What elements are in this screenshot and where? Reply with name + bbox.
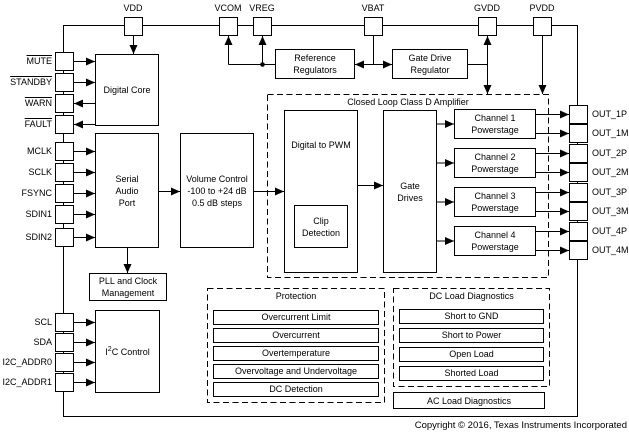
block-volume-control: [180, 133, 254, 248]
pin-label-vdd: VDD: [123, 3, 143, 13]
pin-pvdd: [533, 17, 552, 36]
block-label-line: Gate: [400, 180, 420, 191]
block-i2c-control: [95, 310, 160, 393]
pin-label-out-1m: OUT_1M: [592, 128, 629, 138]
protection-item-dc-detection: DC Detection: [213, 382, 379, 397]
closed-loop-title: Closed Loop Class D Amplifier: [347, 97, 469, 107]
pin-label-scl: SCL: [34, 317, 52, 327]
pin-label-i2c-addr1: I2C_ADDR1: [2, 377, 52, 387]
pin-out-1p: [569, 105, 588, 124]
pin-label-fault: FAULT: [24, 119, 52, 129]
pin-vdd: [124, 17, 143, 36]
block-channel-3-powerstage: [454, 187, 536, 217]
pin-sclk: [55, 163, 74, 182]
pin-fault: [55, 115, 74, 134]
pin-label-i2c-addr0: I2C_ADDR0: [2, 357, 52, 367]
block-gate-drive-regulator: [392, 49, 468, 79]
block-label: Digital to PWM: [291, 140, 351, 150]
protection-title: Protection: [275, 291, 317, 301]
pin-vreg: [253, 17, 272, 36]
pin-label-out-3p: OUT_3P: [592, 187, 628, 197]
pin-gvdd: [478, 17, 497, 36]
block-label-line: Powerstage: [471, 242, 519, 252]
pin-label-standby: STANDBY: [10, 77, 52, 87]
pin-label-sdin2: SDIN2: [25, 232, 52, 242]
block-label-line: Port: [118, 197, 136, 208]
block-label-line: Powerstage: [471, 164, 519, 174]
pin-label-out-4m: OUT_4M: [592, 245, 629, 255]
pin-out-3m: [569, 202, 588, 221]
block-label-line: Powerstage: [471, 125, 519, 135]
pin-label-out-3m: OUT_3M: [592, 206, 629, 216]
pin-label-pvdd: PVDD: [529, 3, 555, 13]
pin-label-mclk: MCLK: [26, 146, 52, 156]
block-reference-regulators: [275, 49, 355, 79]
block-channel-1-powerstage: [454, 109, 536, 139]
pin-out-1m: [569, 124, 588, 143]
pin-vcom: [219, 17, 238, 36]
block-label-line: Channel 4: [474, 230, 516, 240]
block-label: $I^2C$ Control: [105, 345, 150, 357]
block-ac-load-diagnostics: AC Load Diagnostics: [393, 392, 545, 409]
block-label-line: Channel 3: [474, 191, 516, 201]
block-digital-core: [95, 54, 159, 126]
junction-dot: [260, 62, 265, 67]
copyright-notice: Copyright © 2016, Texas Instruments Incorporated: [414, 420, 627, 431]
pin-sda: [55, 333, 74, 352]
pin-i2c-addr0: [55, 353, 74, 372]
pin-scl: [55, 313, 74, 332]
block-channel-4-powerstage: [454, 226, 536, 256]
protection-item-over-under-voltage: Overvoltage and Undervoltage: [213, 364, 379, 379]
dc-load-item-short-to-gnd: Short to GND: [399, 309, 544, 324]
block-gate-drives: [383, 110, 437, 273]
block-clip-detection: [294, 205, 348, 248]
pin-fsync: [55, 184, 74, 203]
protection-item-overcurrent: Overcurrent: [213, 328, 379, 343]
pin-mute: [55, 52, 74, 71]
pin-label-fsync: FSYNC: [21, 188, 52, 198]
pin-label-vbat: VBAT: [361, 3, 385, 13]
block-label-line: Gate Drive: [408, 53, 452, 63]
block-digital-to-pwm: [284, 110, 358, 273]
block-label-line: Drives: [397, 192, 423, 203]
pin-label-out-4p: OUT_4P: [592, 226, 628, 236]
block-serial-audio-port: [95, 133, 159, 248]
protection-item-overcurrent-limit: Overcurrent Limit: [213, 310, 379, 325]
pin-out-4p: [569, 222, 588, 241]
pin-label-out-1p: OUT_1P: [592, 109, 628, 119]
block-label-line: Management: [101, 288, 155, 298]
block-label-line: Detection: [301, 227, 341, 238]
block-label-line: Powerstage: [471, 203, 519, 213]
block-label-line: -100 to +24 dB: [187, 185, 247, 196]
pin-mclk: [55, 142, 74, 161]
pin-out-2m: [569, 163, 588, 182]
block-label-line: PLL and Clock: [98, 276, 158, 286]
block-channel-2-powerstage: [454, 148, 536, 178]
pin-label-sda: SDA: [33, 337, 52, 347]
pin-warn: [55, 94, 74, 113]
block-label-line: Regulators: [293, 65, 337, 75]
pin-out-2p: [569, 144, 588, 163]
block-label-line: Regulator: [410, 65, 450, 75]
block-label: Digital Core: [103, 85, 151, 95]
block-label-line: Channel 1: [474, 113, 516, 123]
block-label-line: 0.5 dB steps: [191, 197, 243, 208]
pin-vbat: [364, 17, 383, 36]
dc-load-item-short-to-power: Short to Power: [399, 328, 544, 343]
pin-standby: [55, 73, 74, 92]
pin-i2c-addr1: [55, 373, 74, 392]
pin-sdin1: [55, 205, 74, 224]
pin-out-3p: [569, 183, 588, 202]
pin-label-warn: WARN: [24, 98, 52, 108]
block-pll-clock-management: [89, 273, 167, 301]
pin-label-sdin1: SDIN1: [25, 209, 52, 219]
pin-label-out-2m: OUT_2M: [592, 167, 629, 177]
pin-label-vcom: VCOM: [214, 3, 242, 13]
pin-label-out-2p: OUT_2P: [592, 148, 628, 158]
block-label-line: Serial: [115, 173, 139, 184]
block-label-line: Audio: [115, 185, 139, 196]
pin-label-vreg: VREG: [249, 3, 275, 13]
dc-load-item-open-load: Open Load: [399, 347, 544, 362]
pin-label-gvdd: GVDD: [473, 3, 500, 13]
block-label-line: Volume Control: [186, 173, 248, 184]
block-label-line: Clip: [313, 215, 329, 226]
block-label-line: Reference: [294, 53, 336, 63]
protection-item-overtemperature: Overtemperature: [213, 346, 379, 361]
pin-label-mute: MUTE: [26, 56, 52, 66]
block-label-line: Channel 2: [474, 152, 516, 162]
dc-load-item-shorted-load: Shorted Load: [399, 366, 544, 381]
pin-out-4m: [569, 241, 588, 260]
dc-load-title: DC Load Diagnostics: [429, 291, 514, 301]
pin-sdin2: [55, 228, 74, 247]
pin-label-sclk: SCLK: [28, 167, 52, 177]
